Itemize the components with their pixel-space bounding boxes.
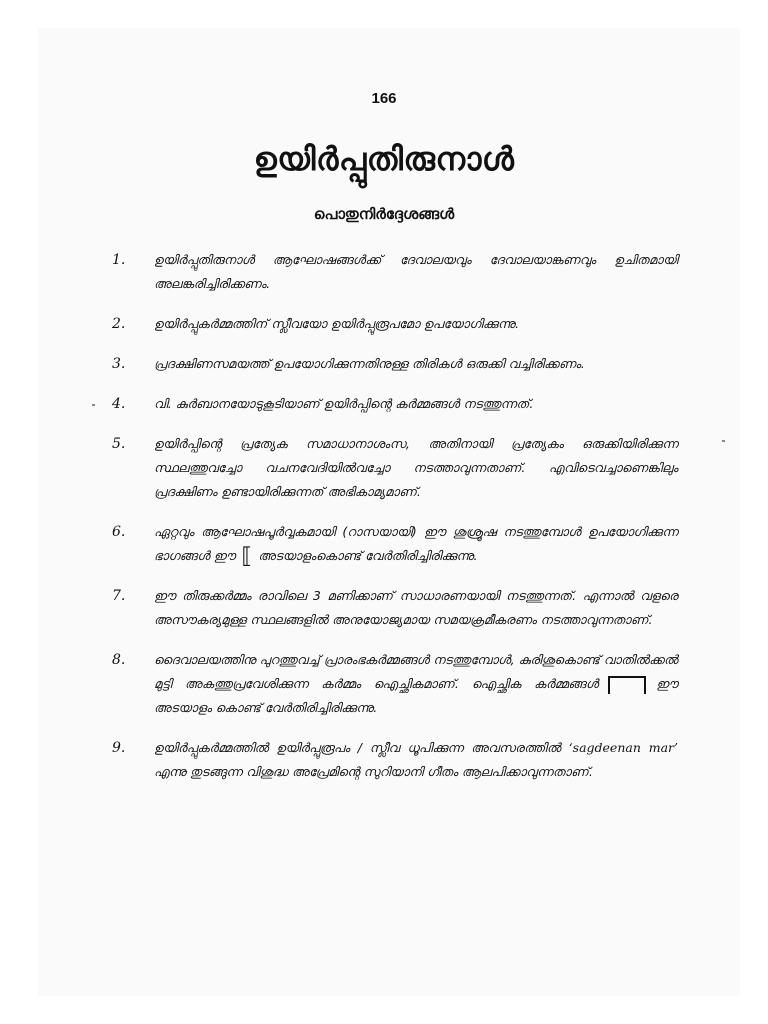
item-number: 3. [112, 356, 126, 372]
list-item [112, 648, 678, 720]
item-number: 1. [112, 252, 126, 268]
item-number: 2. [112, 316, 126, 332]
list-item [112, 248, 678, 296]
item-text-before: ഏറ്റവും ആഘോഷപൂർവ്വകമായി (റാസയായി) ഈ ശുശ്രൂഷ നടത്തുമ്പോൾ ഉപയോഗിക്കുന്ന ഭാഗങ്ങൾ ഈ [154, 524, 678, 563]
item-text [154, 520, 678, 568]
scan-speck [722, 440, 725, 442]
page-title: ഉയിർപ്പുതിരുനാൾ [253, 140, 515, 178]
list-item [112, 736, 678, 784]
item-text: ഉയിർപ്പുകർമ്മത്തിന് സ്ലീവയോ ഉയിർപ്പുരൂപമോ ഉപയോഗിക്കുന്നു. [154, 316, 520, 331]
item-number: 5. [112, 436, 126, 452]
item-text-after: അടയാളംകൊണ്ട് വേർതിരിച്ചിരിക്കുന്നു. [258, 548, 478, 563]
hymn-title: ‘sagdeenan mar’ [568, 740, 679, 755]
item-text: ഉയിർപ്പുതിരുനാൾ ആഘോഷങ്ങൾക്ക് ദേവാലയവും ദേവാലയാങ്കണവും ഉചിതമായി അലങ്കരിച്ചിരിക്കണം. [154, 252, 678, 291]
item-number: 4. [112, 396, 126, 412]
section-heading: പൊതുനിർദ്ദേശങ്ങൾ [313, 205, 455, 223]
item-number: 7. [112, 588, 126, 604]
item-number: 8. [112, 652, 126, 668]
double-bracket-mark-icon: ⟦ [241, 543, 253, 569]
item-text-after: എന്നു തുടങ്ങുന്ന വിശുദ്ധ അപ്രേമിന്റെ സുറിയാനി ഗീതം ആലപിക്കാവുന്നതാണ്. [154, 764, 593, 779]
item-number: 9. [112, 740, 126, 756]
item-text-before: ഉയിർപ്പുകർമ്മത്തിൽ ഉയിർപ്പുരൂപം / സ്ലീവ ധൂപിക്കുന്ന അവസരത്തിൽ [154, 740, 569, 755]
item-text: വി. കുർബാനയോടുകൂടിയാണ് ഉയിർപ്പിന്റെ കർമ്മങ്ങൾ നടത്തുന്നത്. [154, 396, 534, 411]
list-item [112, 584, 678, 632]
open-box-mark-icon [608, 676, 646, 694]
list-item [112, 432, 678, 504]
item-text: പ്രദക്ഷിണസമയത്ത് ഉപയോഗിക്കുന്നതിനുള്ള തിരികൾ ഒരുക്കി വച്ചിരിക്കണം. [154, 356, 585, 371]
scan-speck [92, 404, 95, 406]
list-item [112, 352, 678, 376]
list-item [112, 520, 678, 568]
item-text-before: ദൈവാലയത്തിനു പുറത്തുവച്ച് പ്രാരംഭകർമ്മങ്ങൾ നടത്തുമ്പോൾ, കുരിശുകൊണ്ട് വാതിൽക്കൽ മുട്ടി അകത്തുപ്രവേശിക്കുന്ന കർമ്മം ഐച്ഛികമാണ്. ഐച്ഛിക കർമ്മങ്ങൾ [154, 652, 678, 691]
item-text [154, 648, 678, 720]
list-item [112, 312, 678, 336]
item-text-after: ഈ അടയാളം കൊണ്ട് വേർതിരിച്ചിരിക്കുന്നു. [154, 676, 678, 715]
instruction-list [112, 248, 678, 800]
item-text [154, 736, 678, 784]
page-number: 166 [371, 90, 397, 107]
item-text: ഉയിർപ്പിന്റെ പ്രത്യേക സമാധാനാശംസ, അതിനായി പ്രത്യേകം ഒരുക്കിയിരിക്കുന്ന സ്ഥലത്തുവച്ചോ വചനവേദിയിൽവച്ചോ നടത്താവുന്നതാണ്. എവിടെവച്ചാണെങ്കിലും പ്രദക്ഷിണം ഉണ്ടായിരിക്കുന്നത് അഭികാമ്യമാണ്. [154, 436, 678, 499]
item-text: ഈ തിരുക്കർമ്മം രാവിലെ 3 മണിക്കാണ് സാധാരണയായി നടത്തുന്നത്. എന്നാൽ വളരെ അസൗകര്യമുള്ള സ്ഥലങ്ങളിൽ അനുയോജ്യമായ സമയക്രമീകരണം നടത്താവുന്നതാണ്. [154, 588, 678, 627]
item-number: 6. [112, 524, 126, 540]
list-item [112, 392, 678, 416]
